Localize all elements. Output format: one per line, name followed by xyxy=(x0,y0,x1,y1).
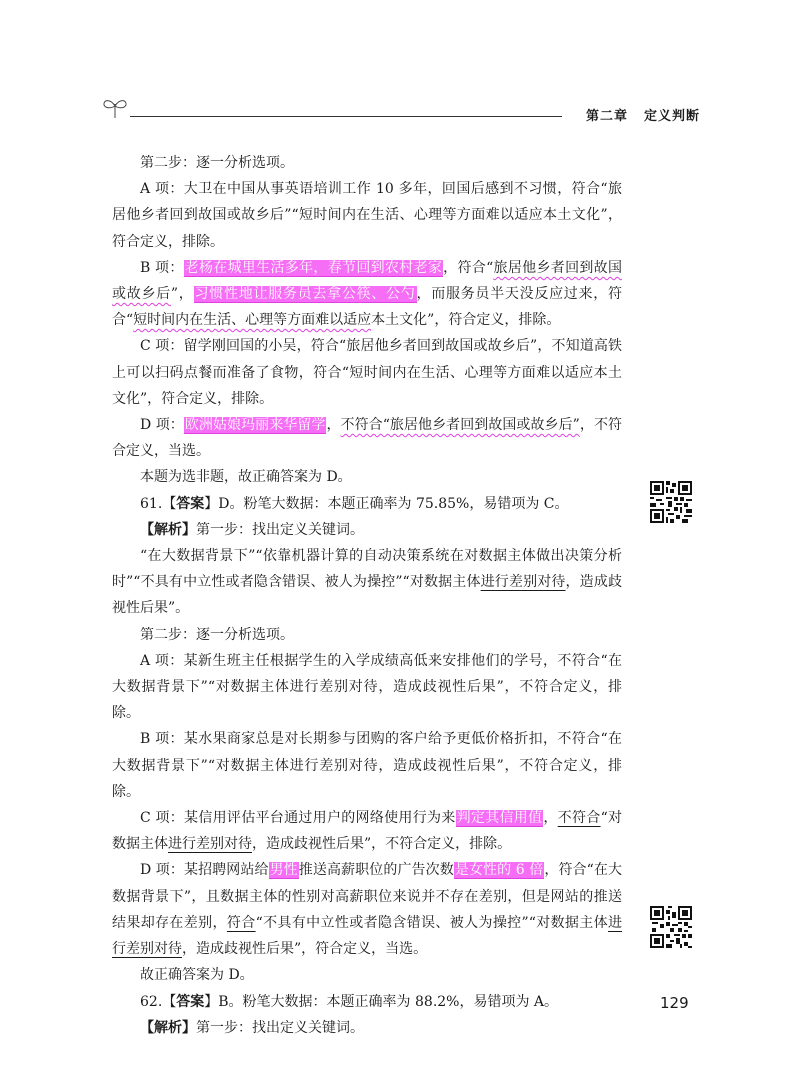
text-run: ，而服务员半天没反应过来，符合“ xyxy=(112,286,622,329)
paragraph: 本题为选非题，故正确答案为 D。 xyxy=(140,469,352,486)
page-number: 129 xyxy=(660,994,689,1012)
analysis-label: 【解析】 xyxy=(140,521,196,538)
qr-code-icon[interactable] xyxy=(650,481,692,523)
text-run: “对数据主体 xyxy=(112,810,623,853)
text-run: D 项： xyxy=(140,417,184,434)
answer-label: 答案 xyxy=(176,993,205,1010)
chapter-title: 定义判断 xyxy=(643,109,700,124)
underline: 符合 xyxy=(226,914,256,931)
underline: 进行差别对待 xyxy=(112,914,623,958)
text-run: D 项：某招聘网站给 xyxy=(140,862,269,879)
paragraph xyxy=(112,857,622,962)
text-run: ，符合“在大数据背景下”，且数据主体的性别对高薪职位来说并不存在差别，但是网站的推送结果却存在差别， xyxy=(112,862,622,931)
answer-label: 答案 xyxy=(176,495,205,512)
paragraph: C 项：留学刚回国的小吴，符合“旅居他乡者回到故国或故乡后”，不知道高铁上可以扫码点餐而准备了食物，符合“短时间内在生活、心理等方面难以适应本土文化”，符合定义，排除。 xyxy=(112,338,622,407)
paragraph: B 项：某水果商家总是对长期参与团购的客户给予更低价格折扣，不符合“在大数据背景下”“对数据主体进行差别对待，造成歧视性后果”，不符合定义，排除。 xyxy=(112,731,622,800)
page-body xyxy=(112,150,622,1041)
underline: 不符合 xyxy=(557,810,601,827)
text-run: 本土文化”，符合定义，排除。 xyxy=(371,312,561,329)
paragraph xyxy=(112,805,622,857)
paragraph xyxy=(112,255,622,334)
text-run: 61.【 xyxy=(140,495,177,512)
paragraph: A 项：大卫在中国从事英语培训工作 10 多年，回国后感到不习惯，符合“旅居他乡者回到故国或故乡后”“短时间内在生活、心理等方面难以适应本土文化”，符合定义，排除。 xyxy=(112,181,622,250)
analysis-label: 【解析】 xyxy=(140,1019,196,1036)
text-run: 62.【 xyxy=(140,993,177,1010)
text-run: C 项：某信用评估平台通过用户的网络使用行为来 xyxy=(140,810,456,827)
header-rule xyxy=(130,116,562,117)
text-run: “在大数据背景下”“依靠机器计算的自动决策系统在对数据主体做出决策分析时”“不具有中立性或者隐含错误、被人为操控”“对数据主体 xyxy=(112,548,622,591)
wavy-underline: 短时间内在生活、心理等方面难以适应 xyxy=(133,312,372,329)
wavy-underline: 不符合“旅居他乡者回到故国或故乡后” xyxy=(340,417,580,434)
text-run: ”， xyxy=(170,286,194,303)
highlight: 老杨在城里生活多年，春节回到农村老家 xyxy=(184,259,443,276)
highlight: 男性 xyxy=(269,862,298,879)
text-run: B 项： xyxy=(140,259,184,276)
highlight: 习惯性地让服务员去拿公筷、公勺 xyxy=(194,286,416,303)
text-run: ， xyxy=(326,417,341,434)
text-run: ，造成歧视性后果”，不符合定义，排除。 xyxy=(252,836,512,853)
text-run: 】B。粉笔大数据：本题正确率为 88.2%，易错项为 A。 xyxy=(204,993,559,1010)
text-run: 第一步：找出定义关键词。 xyxy=(196,521,364,538)
underline: 进行差别对待 xyxy=(168,836,252,853)
paragraph: 第二步：逐一分析选项。 xyxy=(140,155,294,171)
text-run: ，造成歧视性后果”，符合定义，当选。 xyxy=(182,941,428,958)
text-run: “不具有中立性或者隐含错误、被人为操控”“对数据主体 xyxy=(255,914,609,931)
text-run: 推送高薪职位的广告次数 xyxy=(298,862,454,879)
text-run: 】D。粉笔大数据：本题正确率为 75.85%，易错项为 C。 xyxy=(204,495,569,512)
paragraph xyxy=(112,412,622,464)
sprout-icon xyxy=(100,96,130,120)
text-run: ，造成歧视性后果”。 xyxy=(112,574,622,617)
highlight: 是女性的 6 倍 xyxy=(454,862,544,879)
qr-code-icon[interactable] xyxy=(650,906,692,948)
paragraph: 故正确答案为 D。 xyxy=(140,967,254,984)
text-run: ，符合“ xyxy=(443,259,494,276)
paragraph: A 项：某新生班主任根据学生的入学成绩高低来安排他们的学号，不符合“在大数据背景下”“对数据主体进行差别对待，造成歧视性后果”，不符合定义，排除。 xyxy=(112,652,622,722)
text-run: 第一步：找出定义关键词。 xyxy=(196,1019,364,1036)
highlight: 判定其信用值 xyxy=(456,810,543,827)
analysis-line xyxy=(112,517,622,543)
page-header xyxy=(100,96,700,136)
paragraph: 第二步：逐一分析选项。 xyxy=(140,626,294,643)
text-run: ， xyxy=(543,810,558,827)
chapter-heading xyxy=(586,105,700,124)
analysis-line xyxy=(112,1015,622,1041)
paragraph xyxy=(112,543,622,622)
wavy-underline: 旅居他乡者回到故国或故乡后 xyxy=(112,259,622,303)
highlight: 欧洲姑娘玛丽来华留学 xyxy=(184,417,326,434)
chapter-number: 第二章 xyxy=(585,109,628,124)
underline: 进行差别对待 xyxy=(480,574,566,591)
answer-line xyxy=(112,491,622,517)
answer-line xyxy=(112,989,622,1015)
text-run: ，不符合定义，当选。 xyxy=(112,417,623,460)
